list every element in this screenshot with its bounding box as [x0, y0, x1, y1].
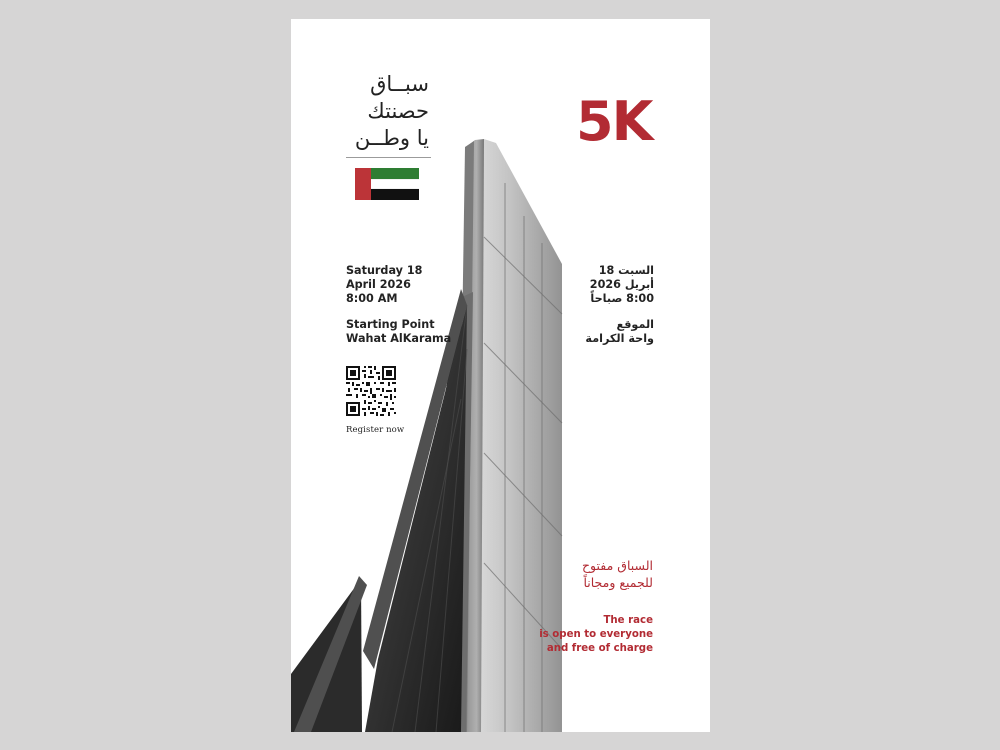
qr-code-icon[interactable]	[346, 366, 396, 416]
english-time: 8:00 AM	[346, 292, 398, 305]
arabic-open-race-text	[531, 557, 653, 591]
arabic-event-details	[554, 264, 654, 346]
flag-red-band	[355, 168, 371, 200]
arabic-location-name: واحة الكرامة	[585, 332, 654, 345]
arabic-title-line-2: حصنتك	[367, 99, 429, 123]
english-open-line-1: The race	[603, 615, 653, 626]
arabic-date-line-1: السبت 18	[598, 264, 654, 277]
distance-label: 5K	[576, 90, 652, 153]
flag-black-band	[371, 189, 419, 200]
arabic-location-label: الموقع	[616, 318, 654, 331]
arabic-open-line-2: للجميع ومجاناً	[583, 575, 653, 590]
title-divider	[346, 157, 431, 158]
flag-green-band	[371, 168, 419, 179]
arabic-title-line-3: يا وطــن	[354, 126, 429, 150]
arabic-open-line-1: السباق مفتوح	[581, 558, 653, 573]
arabic-title-line-1: سبــاق	[370, 72, 429, 96]
arabic-detail-gap	[554, 306, 654, 318]
english-event-details	[346, 264, 466, 346]
register-now-text[interactable]: Register now	[346, 425, 405, 435]
english-location-name: Wahat AlKarama	[346, 332, 452, 345]
english-date-line-2: April 2026	[346, 278, 411, 291]
arabic-date-line-2: أبريل 2026	[589, 278, 654, 291]
english-date-line-1: Saturday 18	[346, 264, 423, 277]
english-detail-gap	[346, 306, 466, 318]
english-location-label: Starting Point	[346, 318, 435, 331]
arabic-time: 8:00 صباحاً	[590, 292, 654, 305]
flag-white-band	[371, 179, 419, 190]
english-open-line-2: is open to everyone	[539, 629, 653, 640]
uae-flag-icon	[355, 168, 419, 200]
event-poster	[291, 19, 710, 732]
english-open-race-text	[524, 614, 653, 656]
arabic-title	[345, 71, 429, 152]
english-open-line-3: and free of charge	[546, 643, 653, 654]
